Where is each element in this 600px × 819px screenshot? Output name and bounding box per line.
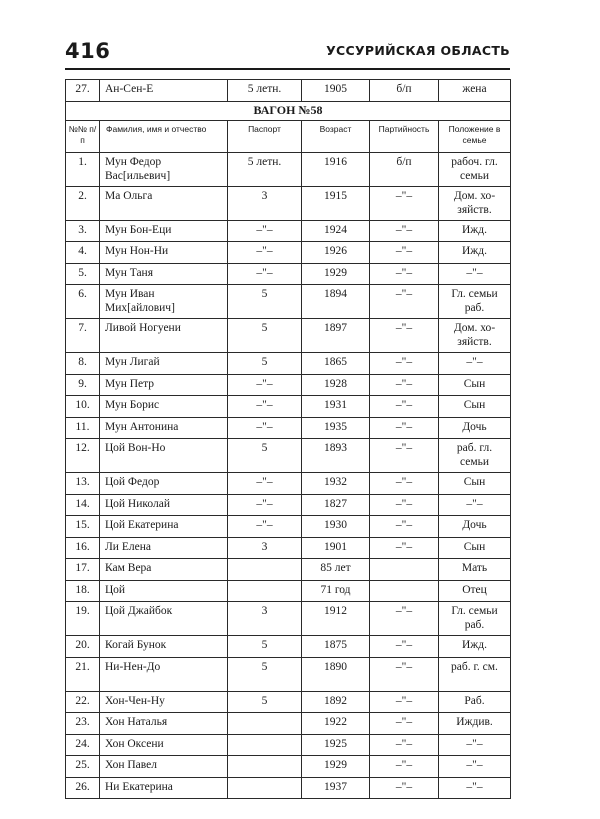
row-passport: 5: [228, 691, 302, 713]
row-number: 7.: [66, 319, 100, 353]
row-name: Ни-Нен-До: [100, 657, 228, 691]
row-party: –"–: [370, 417, 439, 439]
row-name: Ли Елена: [100, 537, 228, 559]
table-row: [66, 374, 511, 396]
table-row: [66, 756, 511, 778]
row-name: Мун Иван Мих[айлович]: [100, 285, 228, 319]
page-number: 416: [65, 39, 111, 63]
row-number: 13.: [66, 473, 100, 495]
table-row: [66, 263, 511, 285]
row-party: –"–: [370, 186, 439, 220]
row-party: –"–: [370, 657, 439, 691]
table-row: [66, 580, 511, 602]
row-status: Ижд.: [439, 242, 511, 264]
row-passport: [228, 713, 302, 735]
row-status: Дочь: [439, 417, 511, 439]
col-header-name: Фамилия, имя и отчество: [100, 120, 228, 152]
row-number: 2.: [66, 186, 100, 220]
row-party: –"–: [370, 713, 439, 735]
table-row: [66, 242, 511, 264]
row-status: Дочь: [439, 516, 511, 538]
row-party: –"–: [370, 537, 439, 559]
row-number: 21.: [66, 657, 100, 691]
row-passport: 5: [228, 439, 302, 473]
row-passport: 3: [228, 186, 302, 220]
row-number: 26.: [66, 777, 100, 799]
table-row: [66, 220, 511, 242]
row-number: 15.: [66, 516, 100, 538]
row-passport: [228, 756, 302, 778]
row-number: 20.: [66, 636, 100, 658]
row-status: раб. гл. семьи: [439, 439, 511, 473]
row-number: 10.: [66, 396, 100, 418]
row-passport: 5 летн.: [228, 80, 302, 102]
page-header: [65, 38, 510, 70]
row-number: 12.: [66, 439, 100, 473]
row-passport: –"–: [228, 473, 302, 495]
row-number: 9.: [66, 374, 100, 396]
row-number: 4.: [66, 242, 100, 264]
table-row: [66, 657, 511, 691]
row-passport: –"–: [228, 396, 302, 418]
row-party: –"–: [370, 494, 439, 516]
table-row: [66, 777, 511, 799]
row-status: Дом. хозяйств.: [439, 319, 511, 353]
row-year: 1929: [302, 756, 370, 778]
row-party: –"–: [370, 473, 439, 495]
row-number: 3.: [66, 220, 100, 242]
row-name: Ливой Ногуени: [100, 319, 228, 353]
row-name: Кам Вера: [100, 559, 228, 581]
table-row: [66, 602, 511, 636]
row-passport: [228, 734, 302, 756]
row-party: –"–: [370, 242, 439, 264]
row-passport: 3: [228, 602, 302, 636]
table-row: [66, 494, 511, 516]
table-row: [66, 559, 511, 581]
row-name: Мун Таня: [100, 263, 228, 285]
running-title: УССУРИЙСКАЯ ОБЛАСТЬ: [326, 43, 510, 58]
row-name: Мун Петр: [100, 374, 228, 396]
row-number: 16.: [66, 537, 100, 559]
table-row: [66, 186, 511, 220]
row-number: 14.: [66, 494, 100, 516]
row-passport: 5: [228, 657, 302, 691]
row-year: 1929: [302, 263, 370, 285]
row-passport: 3: [228, 537, 302, 559]
row-year: 1875: [302, 636, 370, 658]
table-row: [66, 285, 511, 319]
table-row: [66, 80, 511, 102]
row-year: 1922: [302, 713, 370, 735]
row-status: раб. г. см.: [439, 657, 511, 691]
row-number: 23.: [66, 713, 100, 735]
row-name: Цой Вон-Но: [100, 439, 228, 473]
row-year: 85 лет: [302, 559, 370, 581]
row-passport: 5: [228, 353, 302, 375]
row-number: 24.: [66, 734, 100, 756]
row-party: –"–: [370, 691, 439, 713]
row-year: 1925: [302, 734, 370, 756]
row-party: –"–: [370, 602, 439, 636]
row-passport: [228, 777, 302, 799]
row-year: 1905: [302, 80, 370, 102]
row-number: 18.: [66, 580, 100, 602]
row-name: Ма Ольга: [100, 186, 228, 220]
row-number: 27.: [66, 80, 100, 102]
row-name: Мун Федор Вас[ильевич]: [100, 152, 228, 186]
row-passport: –"–: [228, 494, 302, 516]
column-header-row: [66, 120, 511, 152]
row-number: 8.: [66, 353, 100, 375]
row-name: Ни Екатерина: [100, 777, 228, 799]
row-passport: –"–: [228, 263, 302, 285]
row-year: 1901: [302, 537, 370, 559]
col-header-num: №№ п/п: [66, 120, 100, 152]
row-status: Ижд.: [439, 636, 511, 658]
table-row: [66, 439, 511, 473]
row-party: [370, 559, 439, 581]
row-year: 1926: [302, 242, 370, 264]
row-passport: –"–: [228, 220, 302, 242]
row-party: –"–: [370, 220, 439, 242]
row-party: б/п: [370, 152, 439, 186]
col-header-status: Положение в семье: [439, 120, 511, 152]
row-name: Хон Павел: [100, 756, 228, 778]
row-party: –"–: [370, 636, 439, 658]
row-name: Мун Борис: [100, 396, 228, 418]
row-party: –"–: [370, 353, 439, 375]
row-year: 1935: [302, 417, 370, 439]
row-party: [370, 580, 439, 602]
table-row: [66, 319, 511, 353]
row-name: Ан-Сен-Е: [100, 80, 228, 102]
row-passport: –"–: [228, 374, 302, 396]
row-party: –"–: [370, 285, 439, 319]
col-header-age: Возраст: [302, 120, 370, 152]
row-year: 1932: [302, 473, 370, 495]
row-status: Иждив.: [439, 713, 511, 735]
row-passport: [228, 580, 302, 602]
table-row: [66, 516, 511, 538]
row-status: –"–: [439, 777, 511, 799]
row-name: Цой: [100, 580, 228, 602]
row-year: 1916: [302, 152, 370, 186]
row-status: Раб.: [439, 691, 511, 713]
row-status: Сын: [439, 473, 511, 495]
row-number: 25.: [66, 756, 100, 778]
row-status: –"–: [439, 734, 511, 756]
row-party: –"–: [370, 374, 439, 396]
row-status: –"–: [439, 756, 511, 778]
row-number: 19.: [66, 602, 100, 636]
row-year: 1930: [302, 516, 370, 538]
col-header-party: Партийность: [370, 120, 439, 152]
row-party: –"–: [370, 734, 439, 756]
row-year: 1928: [302, 374, 370, 396]
row-name: Хон Оксени: [100, 734, 228, 756]
row-status: жена: [439, 80, 511, 102]
row-year: 1865: [302, 353, 370, 375]
table-row: [66, 537, 511, 559]
table-row: [66, 636, 511, 658]
row-name: Мун Нон-Ни: [100, 242, 228, 264]
row-number: 22.: [66, 691, 100, 713]
row-party: –"–: [370, 396, 439, 418]
table-body: [66, 80, 511, 799]
row-passport: 5: [228, 636, 302, 658]
row-status: рабоч. гл. семьи: [439, 152, 511, 186]
row-name: Мун Бон-Еци: [100, 220, 228, 242]
row-year: 1894: [302, 285, 370, 319]
row-status: Сын: [439, 396, 511, 418]
row-year: 1892: [302, 691, 370, 713]
table-row: [66, 691, 511, 713]
row-status: Гл. семьи раб.: [439, 285, 511, 319]
table-row: [66, 152, 511, 186]
row-party: –"–: [370, 263, 439, 285]
row-number: 5.: [66, 263, 100, 285]
wagon-title: ВАГОН №58: [66, 101, 511, 120]
row-party: –"–: [370, 756, 439, 778]
row-status: –"–: [439, 263, 511, 285]
table-row: [66, 353, 511, 375]
row-status: Сын: [439, 537, 511, 559]
row-name: Когай Бунок: [100, 636, 228, 658]
row-status: Мать: [439, 559, 511, 581]
row-year: 71 год: [302, 580, 370, 602]
row-passport: [228, 559, 302, 581]
row-passport: 5: [228, 319, 302, 353]
table-row: [66, 417, 511, 439]
row-status: Дом. хозяйств.: [439, 186, 511, 220]
row-party: –"–: [370, 319, 439, 353]
row-passport: –"–: [228, 417, 302, 439]
row-status: –"–: [439, 353, 511, 375]
table-row: [66, 396, 511, 418]
row-year: 1893: [302, 439, 370, 473]
row-party: –"–: [370, 516, 439, 538]
passenger-table: [65, 79, 511, 799]
row-status: Сын: [439, 374, 511, 396]
row-party: –"–: [370, 777, 439, 799]
row-passport: –"–: [228, 516, 302, 538]
row-number: 6.: [66, 285, 100, 319]
row-passport: 5: [228, 285, 302, 319]
row-year: 1931: [302, 396, 370, 418]
row-name: Цой Николай: [100, 494, 228, 516]
row-status: –"–: [439, 494, 511, 516]
table-row: [66, 734, 511, 756]
row-year: 1924: [302, 220, 370, 242]
row-passport: –"–: [228, 242, 302, 264]
row-year: 1827: [302, 494, 370, 516]
table-row: [66, 473, 511, 495]
row-name: Мун Лигай: [100, 353, 228, 375]
row-year: 1912: [302, 602, 370, 636]
row-passport: 5 летн.: [228, 152, 302, 186]
row-name: Хон Наталья: [100, 713, 228, 735]
row-number: 11.: [66, 417, 100, 439]
table-row: [66, 713, 511, 735]
row-year: 1897: [302, 319, 370, 353]
row-name: Цой Федор: [100, 473, 228, 495]
row-year: 1890: [302, 657, 370, 691]
row-status: Гл. семьи раб.: [439, 602, 511, 636]
row-status: Ижд.: [439, 220, 511, 242]
col-header-passport: Паспорт: [228, 120, 302, 152]
row-party: –"–: [370, 439, 439, 473]
row-party: б/п: [370, 80, 439, 102]
wagon-row: [66, 101, 511, 120]
row-name: Хон-Чен-Ну: [100, 691, 228, 713]
row-status: Отец: [439, 580, 511, 602]
row-year: 1937: [302, 777, 370, 799]
row-name: Цой Екатерина: [100, 516, 228, 538]
row-number: 1.: [66, 152, 100, 186]
row-name: Мун Антонина: [100, 417, 228, 439]
row-number: 17.: [66, 559, 100, 581]
row-name: Цой Джайбок: [100, 602, 228, 636]
row-year: 1915: [302, 186, 370, 220]
